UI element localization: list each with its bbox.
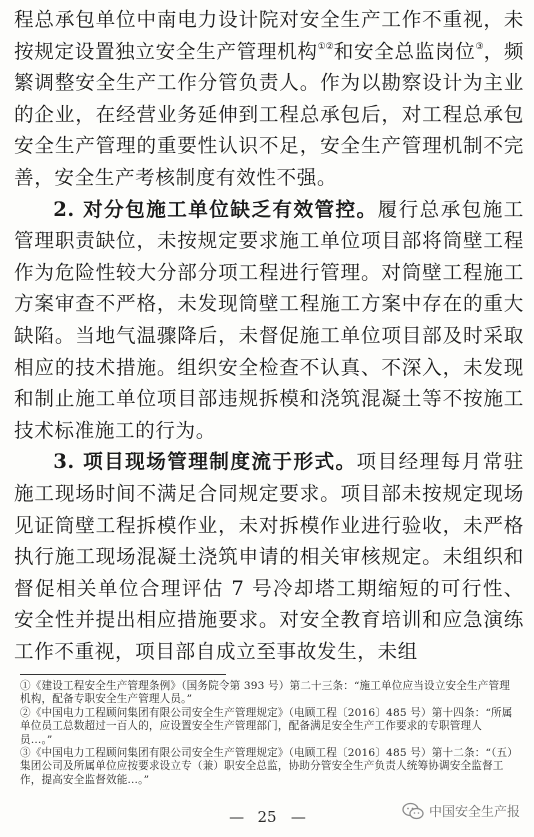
footnote-ref-1-2: ①②	[317, 41, 334, 52]
footnote-divider	[20, 674, 226, 675]
paragraph-1-part-b: 和安全总监岗位	[333, 39, 476, 63]
paragraph-3-text: 项目经理每月常驻施工现场时间不满足合同规定要求。项目部未按规定现场见证筒壁工程拆模作业，未对拆模作业进行验收，未严格执行施工现场混凝土浇筑申请的相关审核规定。未组织和督促相关单位合理评估 7 号冷却塔工期缩短的可行性、安全性并提出相应措施要求。对安全教育培训和应急演练工作不重视，项目部自成立至事故发生，未组	[14, 450, 524, 663]
footnote-3: ③《中国电力工程顾问集团有限公司安全生产管理规定》（电顾工程〔2016〕485 号）第十二条：“（五）集团公司及所属单位应按要求设立专（兼）职安全总监，协助分管安全生产负责人统筹协调安全监督工作，提高安全监督效能…。”	[20, 747, 513, 786]
paragraph-2-heading: 2. 对分包施工单位缺乏有效管控。	[53, 197, 378, 221]
paragraph-3	[14, 446, 524, 667]
paragraph-2	[14, 194, 524, 447]
footnotes	[20, 680, 514, 787]
wechat-icon	[402, 802, 424, 820]
page-number-dash-left: —	[229, 808, 244, 826]
footnote-2: ②《中国电力工程顾问集团有限公司安全生产管理规定》（电顾工程〔2016〕485 号）第十四条：“所属单位员工总数超过一百人的，应设置安全生产管理部门，配备满足安全生产工作要求的专职管理人员…。”	[20, 706, 513, 746]
paragraph-1-part-c: ，频繁调整安全生产工作分管负责人。作为以勘察设计为主业的企业，在经营业务延伸到工程总承包后，对工程总承包安全生产管理的重要性认识不足，安全生产管理机制不完善，安全生产考核制度有效性不强。	[14, 39, 525, 189]
page-number-dash-right: —	[290, 808, 305, 826]
footnote-1: ①《建设工程安全生产管理条例》（国务院令第 393 号）第二十三条：“施工单位应当设立安全生产管理机构，配备专职安全生产管理人员。”	[20, 680, 510, 706]
watermark-text: 中国安全生产报	[428, 805, 520, 820]
watermark	[402, 801, 520, 820]
footnote-ref-3: ③	[475, 41, 484, 52]
paragraph-1-part-a: 程总承包单位中南电力设计院对安全生产工作不重视，未按规定设置独立安全生产管理机构	[14, 8, 524, 63]
body-text	[14, 4, 524, 667]
paragraph-1	[14, 4, 524, 194]
page-number-value: 25	[257, 808, 277, 826]
paragraph-3-heading: 3. 项目现场管理制度流于形式。	[53, 450, 357, 474]
paragraph-2-text: 履行总承包施工管理职责缺位，未按规定要求施工单位项目部将筒壁工程作为危险性较大分部分项工程进行管理。对筒壁工程施工方案审查不严格，未发现筒壁工程施工方案中存在的重大缺陷。当地气温骤降后，未督促施工单位项目部及时采取相应的技术措施。组织安全检查不认真、不深入，未发现和制止施工单位项目部违规拆模和浇筑混凝土等不按施工技术标准施工的行为。	[14, 197, 524, 442]
